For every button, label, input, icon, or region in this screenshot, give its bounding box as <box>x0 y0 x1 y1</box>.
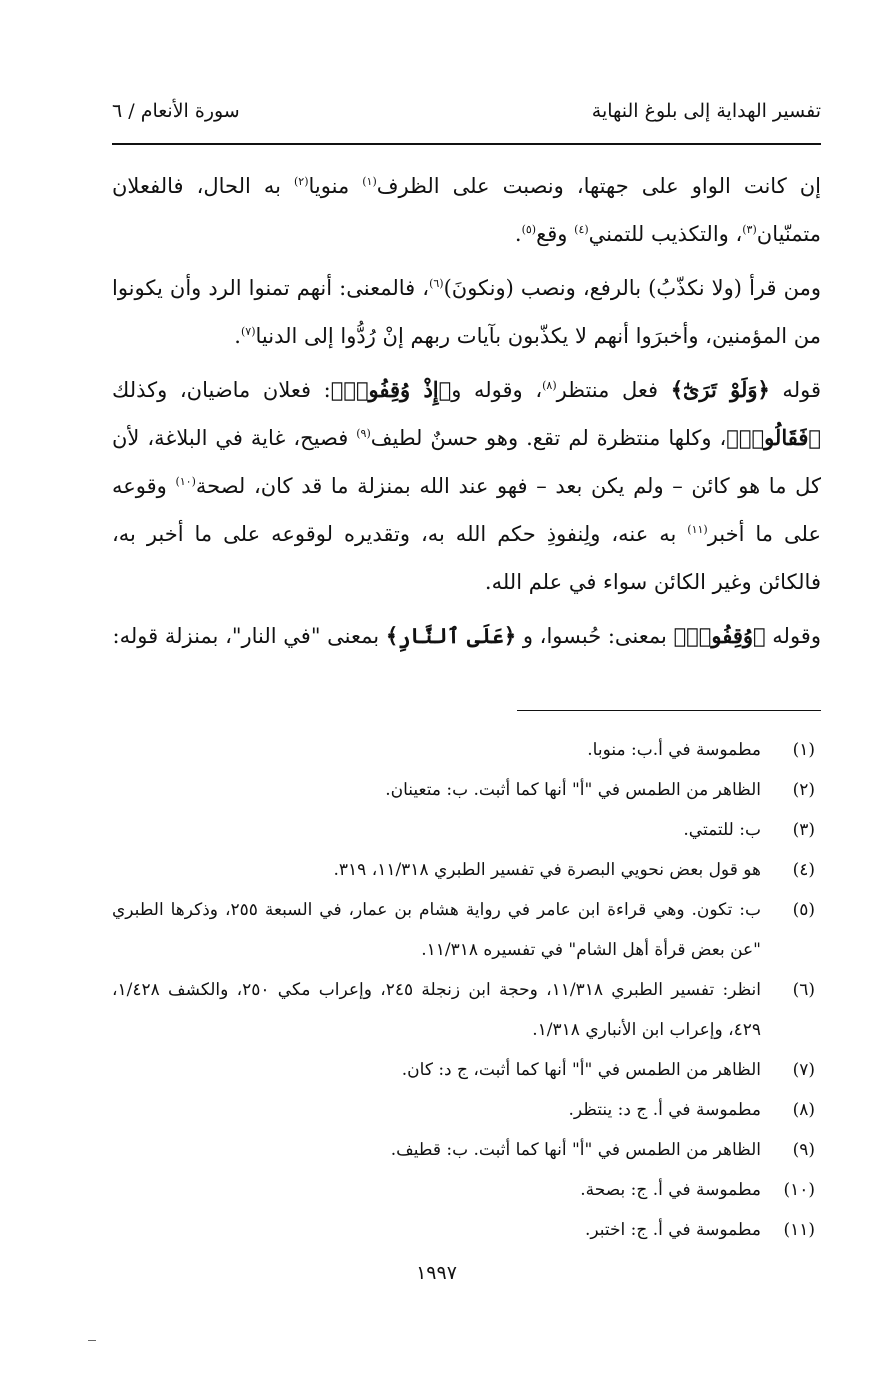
footnotes <box>112 730 821 1250</box>
footnote-item <box>112 1130 821 1170</box>
footnote-item <box>112 1090 821 1130</box>
page-number: ١٩٩٧ <box>416 1262 457 1284</box>
quran-quote: ﴿وَلَوْ تَرَىٰٓ﴾ <box>670 377 770 402</box>
book-title: تفسير الهداية إلى بلوغ النهاية <box>591 100 821 122</box>
running-header <box>112 100 821 122</box>
paragraph-2: ومن قرأ (ولا نكذّبُ) بالرفع، ونصب (ونكونَ)$^{(٦)}$، فالمعنى: أنهم تمنوا الرد وأن يكونوا من المؤمنين، وأخبرَوا أنهم لا يكذّبون بآيات ربهم إنْ رُدُّوا إلى الدنيا$^{(٧)}$. <box>112 276 821 348</box>
footnote-number: (٧) <box>792 1060 815 1080</box>
footnote-number: (٥) <box>792 900 815 920</box>
footnote-text: الظاهر من الطمس في "أ" أنها كما أثبت. ب: قطيف. <box>390 1140 761 1160</box>
footnote-number: (١١) <box>783 1220 815 1240</box>
footnote-ref-9[interactable]: (٩) <box>356 427 371 440</box>
quran-quote: ﴿فَقَالُوا۟﴾ <box>726 425 821 450</box>
paragraph-3: قوله ﴿وَلَوْ تَرَىٰٓ﴾ فعل منتظر$^{(٨)}$، وقوله و﴿إِذْ وُقِفُوا۟﴾: فعلان ماضيان، وكذلك ﴿فَقَالُوا۟﴾، وكلها منتظرة لم تقع. وهو حسنٌ لطيف$^{(٩)}$ فصيح، غاية في البلاغة، لأن كل ما هو كائن – ولم يكن بعد – فهو عند الله بمنزلة ما قد كان، لصحة$^{(١٠)}$ وقوعه على ما أخبر$^{(١١)}$ به عنه، ولِنفوذِ حكم الله به، وتقديره لوقوعه على ما أخبر به، فالكائن وغير الكائن سواء في علم الله. <box>112 377 822 594</box>
footnote-text: ب: تكون. وهي قراءة ابن عامر في رواية هشام بن عمار، في السبعة ٢٥٥، وذكرها الطبري "عن بعض قرأة أهل الشام" في تفسيره ١١/٣١٨. <box>112 900 761 960</box>
footnote-text: مطموسة في أ. ج د: ينتظر. <box>568 1100 761 1120</box>
footnote-text: ب: للتمتي. <box>683 820 761 840</box>
quran-quote: ﴿إِذْ وُقِفُوا۟﴾ <box>330 377 452 402</box>
footnote-text: انظر: تفسير الطبري ١١/٣١٨، وحجة ابن زنجلة ٢٤٥، وإعراب مكي ٢٥٠، والكشف ١/٤٢٨، ٤٢٩، وإعراب ابن الأنباري ١/٣١٨. <box>112 980 761 1040</box>
footnote-number: (٦) <box>792 980 815 1000</box>
footnote-item <box>112 1050 821 1090</box>
footnote-ref-6[interactable]: (٦) <box>429 277 444 290</box>
header-rule <box>112 143 821 145</box>
footnote-number: (٨) <box>792 1100 815 1120</box>
footnote-item <box>112 770 821 810</box>
footnote-number: (٢) <box>792 780 815 800</box>
footnote-number: (٤) <box>792 860 815 880</box>
footnote-item <box>112 890 821 970</box>
scan-mark <box>88 1340 96 1341</box>
footnote-ref-3[interactable]: (٣) <box>742 223 757 236</box>
footnote-item <box>112 1170 821 1210</box>
quran-quote: ﴿عَلَى ٱلنَّارِ﴾ <box>385 623 517 648</box>
footnote-ref-2[interactable]: (٢) <box>294 175 309 188</box>
footnote-text: الظاهر من الطمس في "أ" أنها كما أثبت. ب: متعينان. <box>385 780 761 800</box>
paragraph-1: إن كانت الواو على جهتها، ونصبت على الظرف$^{(١)}$ منويا$^{(٢)}$ به الحال، فالفعلان متمنّيان$^{(٣)}$، والتكذيب للتمني$^{(٤)}$ وقع$^{(٥)}$. <box>112 174 821 246</box>
quran-quote: ﴿وُقِفُوا۟﴾ <box>673 623 766 648</box>
footnote-ref-7[interactable]: (٧) <box>240 325 256 338</box>
footnote-number: (١) <box>792 740 815 760</box>
footnote-ref-11[interactable]: (١١) <box>687 523 708 536</box>
footnote-text: مطموسة في أ. ج: بصحة. <box>580 1180 761 1200</box>
footnote-item <box>112 1210 821 1250</box>
footnote-item <box>112 970 821 1050</box>
footnote-ref-5[interactable]: (٥) <box>521 223 537 236</box>
footnote-ref-1[interactable]: (١) <box>362 175 377 188</box>
footnote-text: مطموسة في أ. ج: اختبر. <box>584 1220 761 1240</box>
footnote-text: هو قول بعض نحويي البصرة في تفسير الطبري ١١/٣١٨، ٣١٩. <box>333 860 761 880</box>
footnote-number: (٩) <box>792 1140 815 1160</box>
paragraph-4: وقوله ﴿وُقِفُوا۟﴾ بمعنى: حُبسوا، و ﴿عَلَى ٱلنَّارِ﴾ بمعنى "في النار"، بمنزلة قوله: <box>112 623 821 648</box>
footnote-ref-10[interactable]: (١٠) <box>175 475 196 488</box>
footnote-item <box>112 850 821 890</box>
footnote-ref-8[interactable]: (٨) <box>542 379 557 392</box>
footnote-ref-4[interactable]: (٤) <box>574 223 589 236</box>
footnote-number: (١٠) <box>783 1180 815 1200</box>
footnote-item <box>112 810 821 850</box>
footnote-number: (٣) <box>792 820 815 840</box>
footnote-text: مطموسة في أ.ب: منوبا. <box>587 740 761 760</box>
footnote-item <box>112 730 821 770</box>
footnote-text: الظاهر من الطمس في "أ" أنها كما أثبت، ج د: كان. <box>401 1060 761 1080</box>
surah-reference: سورة الأنعام / ٦ <box>112 100 240 122</box>
main-text <box>112 162 821 666</box>
footnote-separator <box>517 710 821 711</box>
